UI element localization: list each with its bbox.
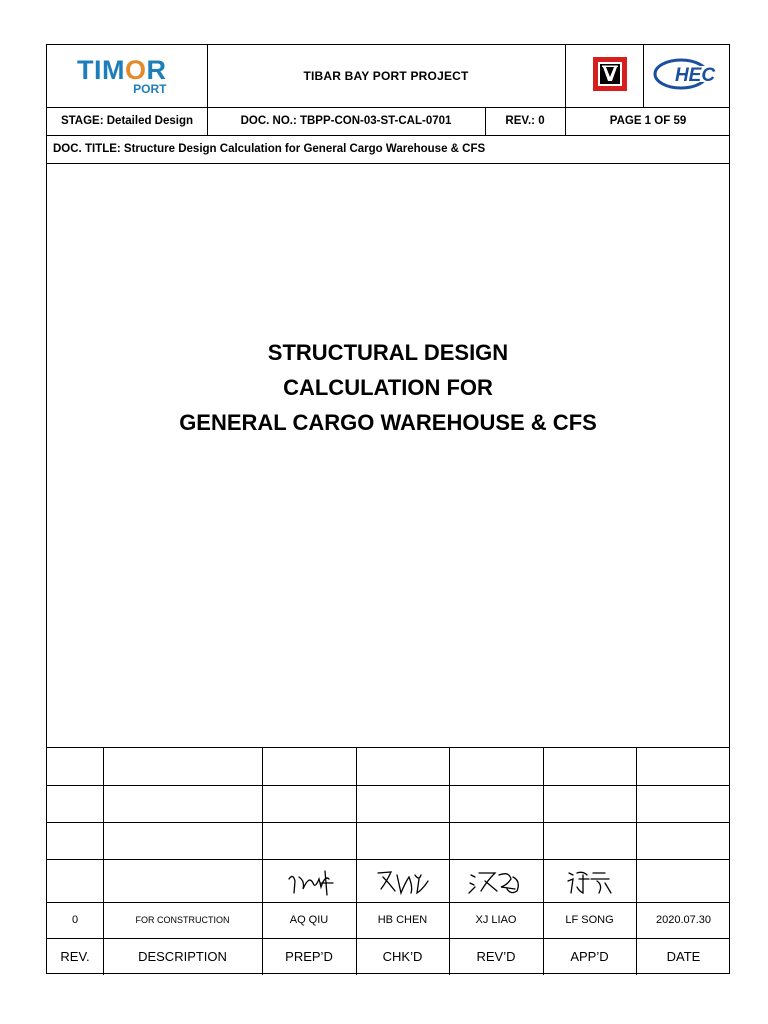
- hec-logo-icon: [651, 57, 727, 91]
- record-date: 2020.07.30: [655, 914, 712, 926]
- record-rev: 0: [71, 914, 79, 926]
- port-logo-text: PORT: [133, 82, 167, 96]
- record-description: FOR CONSTRUCTION: [135, 915, 230, 925]
- col-header-chkd: CHK’D: [382, 949, 423, 964]
- document-sheet: [46, 44, 730, 974]
- main-title-line-2: CALCULATION FOR: [283, 375, 493, 400]
- col-header-date: DATE: [666, 949, 701, 964]
- col-header-description: DESCRIPTION: [138, 949, 227, 964]
- doc-title: DOC. TITLE: Structure Design Calculation for General Cargo Warehouse & CFS: [53, 143, 486, 155]
- divider: [565, 45, 566, 107]
- divider: [47, 785, 729, 786]
- record-appd: LF SONG: [565, 914, 614, 926]
- chkd-signature: [375, 867, 431, 897]
- stage-label: STAGE: Detailed Design: [60, 115, 194, 127]
- appd-signature: [565, 867, 617, 897]
- divider: [643, 45, 644, 107]
- record-chkd: HB CHEN: [377, 914, 428, 926]
- col-header-prepd: PREP’D: [285, 949, 333, 964]
- revision-number: REV.: 0: [505, 115, 545, 127]
- divider: [47, 163, 729, 164]
- divider: [47, 822, 729, 823]
- col-header-appd: APP’D: [570, 949, 609, 964]
- project-title: TIBAR BAY PORT PROJECT: [303, 69, 469, 83]
- divider: [47, 859, 729, 860]
- prepd-signature: [285, 867, 335, 897]
- page-count: PAGE 1 OF 59: [609, 115, 687, 127]
- divider: [47, 747, 729, 748]
- record-revd: XJ LIAO: [475, 914, 517, 926]
- main-title-line-3: GENERAL CARGO WAREHOUSE & CFS: [179, 410, 597, 435]
- timor-port-logo: [77, 57, 167, 95]
- col-header-rev: REV.: [60, 949, 90, 964]
- timor-logo-text: TIMOR: [77, 55, 167, 85]
- revd-signature: [467, 867, 527, 897]
- record-prepd: AQ QIU: [289, 914, 329, 926]
- doc-number: DOC. NO.: TBPP-CON-03-ST-CAL-0701: [240, 115, 452, 127]
- main-title-line-1: STRUCTURAL DESIGN: [267, 340, 509, 365]
- crane-seal-icon: [593, 57, 627, 91]
- hec-logo-text: HEC: [674, 65, 716, 86]
- timor-logo-o: O: [125, 55, 147, 85]
- col-header-revd: REV’D: [476, 949, 516, 964]
- main-title: [47, 335, 729, 440]
